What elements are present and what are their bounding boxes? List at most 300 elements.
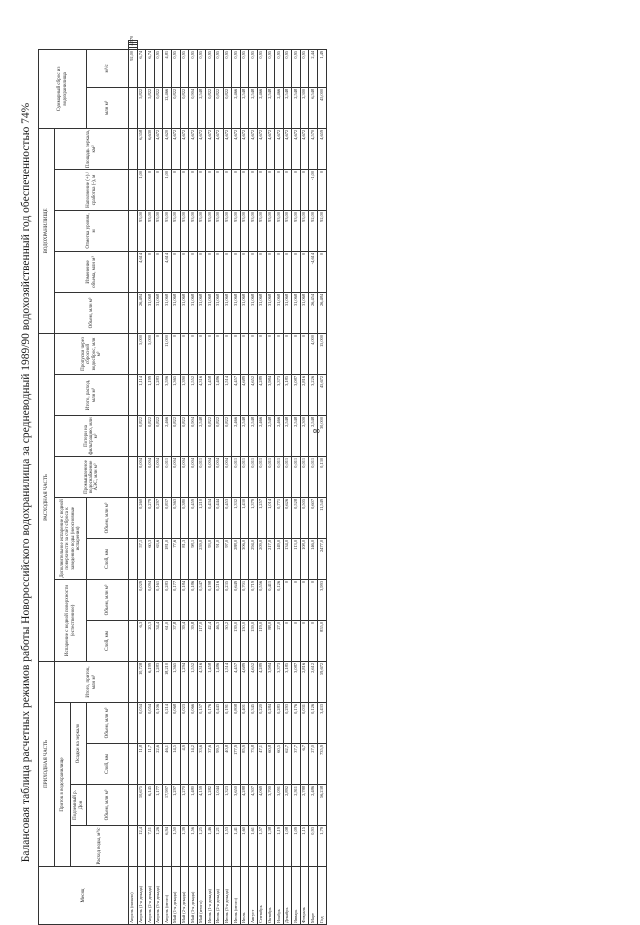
table-cell: 1,283 bbox=[154, 661, 163, 702]
table-cell: 40,8 bbox=[223, 744, 232, 785]
table-cell: 31,068 bbox=[223, 292, 232, 333]
table-cell: 4,457 bbox=[232, 661, 241, 702]
table-cell bbox=[129, 333, 138, 374]
table-cell: 0,284 bbox=[266, 703, 275, 744]
table-cell: 0 bbox=[206, 251, 215, 292]
table-cell: 4,9 bbox=[180, 744, 189, 785]
table-cell: 1,430 bbox=[240, 497, 249, 538]
table-cell: 63,6 bbox=[154, 538, 163, 579]
table-cell: 6,7 bbox=[300, 744, 309, 785]
col-volume-change: Изменение объема, млн м³ bbox=[55, 251, 129, 292]
table-cell: 93,00 bbox=[163, 210, 172, 251]
table-cell: 0 bbox=[154, 251, 163, 292]
table-cell: 5,822 bbox=[146, 87, 155, 128]
table-cell: 4,672 bbox=[214, 128, 223, 169]
table-cell: 3,984 bbox=[266, 374, 275, 415]
table-cell: 4,288 bbox=[240, 785, 249, 826]
table-cell: 0,771 bbox=[275, 497, 284, 538]
table-cell: 1,365 bbox=[171, 661, 180, 702]
table-cell: 1,486 bbox=[214, 661, 223, 702]
table-cell: 0 bbox=[292, 579, 301, 620]
table-cell: 60,8 bbox=[266, 744, 275, 785]
table-cell: 0 bbox=[171, 251, 180, 292]
table-cell: 0,011 bbox=[163, 456, 172, 497]
table-cell: 56,238 bbox=[318, 785, 327, 826]
table-cell: 0 bbox=[154, 169, 163, 210]
table-cell: 2,548 bbox=[266, 87, 275, 128]
col-reservoir-volume: Объем, млн м³ bbox=[55, 292, 129, 333]
table-cell: 12,466 bbox=[163, 87, 172, 128]
table-cell: 3,700 bbox=[266, 785, 275, 826]
table-cell: 31,068 bbox=[266, 292, 275, 333]
table-cell: 6,74 bbox=[137, 49, 146, 87]
row-month: Апрель (1-я декада) bbox=[137, 867, 146, 925]
table-cell: 3,993 bbox=[318, 579, 327, 620]
table-cell: 306,0 bbox=[240, 538, 249, 579]
table-cell: 0 bbox=[300, 251, 309, 292]
document-title: Балансовая таблица расчетных режимов работы Новороссийского водохранилища за средневодный 1989/90 водохозяйственный год обеспеченностью 74% bbox=[20, 102, 32, 863]
table-cell: 31,068 bbox=[197, 292, 206, 333]
table-cell: 4,672 bbox=[223, 128, 232, 169]
table-cell: 0,283 bbox=[163, 579, 172, 620]
table-cell: 4,672 bbox=[300, 128, 309, 169]
table-cell: 0,214 bbox=[163, 703, 172, 744]
table-row bbox=[214, 41, 223, 925]
table-cell: 1,514 bbox=[223, 374, 232, 415]
table-cell: 92,00 bbox=[129, 49, 138, 87]
table-cell: 0,95 bbox=[154, 49, 163, 87]
table-cell: 0 bbox=[214, 169, 223, 210]
table-cell: 73,8 bbox=[249, 744, 258, 785]
table-cell: 3,185 bbox=[283, 661, 292, 702]
table-cell: 4,672 bbox=[275, 128, 284, 169]
table-cell: 108,0 bbox=[300, 538, 309, 579]
table-cell: 0,191 bbox=[223, 703, 232, 744]
table-cell: 2,466 bbox=[232, 87, 241, 128]
table-row bbox=[232, 41, 241, 925]
table-cell: 0 bbox=[257, 169, 266, 210]
table-cell bbox=[129, 826, 138, 867]
table-cell: 0,216 bbox=[214, 579, 223, 620]
table-cell: 60,5 bbox=[275, 744, 284, 785]
table-cell: 5,000 bbox=[146, 333, 155, 374]
table-cell: 0,556 bbox=[257, 579, 266, 620]
table-cell: 0,904 bbox=[189, 87, 198, 128]
row-month: Март bbox=[309, 867, 318, 925]
table-cell bbox=[129, 497, 138, 538]
table-cell: 3,373 bbox=[275, 374, 284, 415]
table-cell: 4,672 bbox=[197, 128, 206, 169]
table-cell: 0,161 bbox=[154, 579, 163, 620]
table-cell bbox=[129, 415, 138, 456]
table-cell: 2,548 bbox=[249, 87, 258, 128]
table-cell: 2,892 bbox=[283, 785, 292, 826]
table-cell: 0 bbox=[266, 251, 275, 292]
table-cell: 855,0 bbox=[318, 620, 327, 661]
table-cell: 1,25 bbox=[197, 826, 206, 867]
table-cell: 59,672 bbox=[318, 661, 327, 702]
table-cell: 0,011 bbox=[300, 456, 309, 497]
table-cell: 1,09 bbox=[292, 826, 301, 867]
table-cell: 0,822 bbox=[180, 87, 189, 128]
table-cell: 0,444 bbox=[214, 497, 223, 538]
table-cell: 0,443 bbox=[214, 703, 223, 744]
table-cell: 149,0 bbox=[275, 538, 284, 579]
table-cell: 177,9 bbox=[232, 744, 241, 785]
table-cell: 0,184 bbox=[180, 579, 189, 620]
table-cell: 1,26 bbox=[154, 826, 163, 867]
table-cell: 2,548 bbox=[240, 87, 249, 128]
table-cell: 31,068 bbox=[146, 292, 155, 333]
table-cell bbox=[129, 703, 138, 744]
col-precip-layer: Слой, мм bbox=[87, 744, 129, 785]
table-cell: 0,822 bbox=[146, 415, 155, 456]
table-cell: 93,00 bbox=[266, 210, 275, 251]
table-cell: 1,61 bbox=[249, 826, 258, 867]
table-cell: 0 bbox=[292, 333, 301, 374]
table-cell: 46,1 bbox=[163, 744, 172, 785]
table-cell bbox=[129, 538, 138, 579]
table-cell bbox=[129, 251, 138, 292]
table-cell bbox=[129, 456, 138, 497]
table-row bbox=[257, 41, 266, 925]
table-cell: 0,95 bbox=[232, 49, 241, 87]
table-cell: 2,548 bbox=[309, 415, 318, 456]
table-cell: 0 bbox=[232, 333, 241, 374]
table-cell: 97,0 bbox=[223, 538, 232, 579]
table-row bbox=[137, 41, 146, 925]
table-cell: 3,087 bbox=[292, 661, 301, 702]
table-cell: 0,011 bbox=[309, 456, 318, 497]
table-cell: 0,95 bbox=[300, 49, 309, 87]
table-cell: 0,106 bbox=[154, 703, 163, 744]
table-cell: 0 bbox=[223, 333, 232, 374]
table-cell: 1,294 bbox=[180, 661, 189, 702]
table-cell: 1,50 bbox=[171, 826, 180, 867]
table-row bbox=[309, 41, 318, 925]
table-cell: 0 bbox=[292, 169, 301, 210]
table-cell: 6,94 bbox=[163, 826, 172, 867]
table-cell: 45,672 bbox=[318, 374, 327, 415]
table-cell: 0,822 bbox=[154, 87, 163, 128]
table-cell: 17,997 bbox=[163, 785, 172, 826]
table-cell: 4,672 bbox=[232, 128, 241, 169]
table-cell: 93,00 bbox=[171, 210, 180, 251]
table-cell: 4,672 bbox=[206, 128, 215, 169]
table-cell: 0 bbox=[240, 333, 249, 374]
table-cell: 37,8 bbox=[171, 620, 180, 661]
table-cell: 45,000 bbox=[318, 87, 327, 128]
row-month: Октябрь bbox=[266, 867, 275, 925]
table-cell: 0,95 bbox=[197, 49, 206, 87]
table-cell: 0,345 bbox=[249, 703, 258, 744]
table-cell: 1,21 bbox=[214, 826, 223, 867]
table-cell: 1,486 bbox=[214, 374, 223, 415]
balance-table bbox=[38, 35, 327, 925]
row-month: Январь bbox=[292, 867, 301, 925]
table-cell: 31,068 bbox=[275, 292, 284, 333]
table-cell: 0,607 bbox=[309, 497, 318, 538]
table-cell: -1,00 bbox=[309, 169, 318, 210]
table-cell: 93,00 bbox=[232, 210, 241, 251]
table-cell: 0 bbox=[283, 251, 292, 292]
table-cell: 0 bbox=[197, 251, 206, 292]
table-cell: 93,00 bbox=[249, 210, 258, 251]
table-cell: 0,157 bbox=[197, 703, 206, 744]
table-cell: 1,552 bbox=[189, 374, 198, 415]
col-precip-volume: Объем, млн м³ bbox=[87, 703, 129, 744]
group-expense: РАСХОДНАЯ ЧАСТЬ bbox=[39, 333, 55, 661]
table-cell: 31,068 bbox=[249, 292, 258, 333]
table-cell: 31,068 bbox=[189, 292, 198, 333]
table-cell: 0,011 bbox=[197, 456, 206, 497]
table-cell: 1,480 bbox=[189, 785, 198, 826]
table-cell: 0,411 bbox=[266, 579, 275, 620]
table-cell: 1,38 bbox=[266, 826, 275, 867]
table-cell: 6,358 bbox=[137, 128, 146, 169]
table-cell: 0,198 bbox=[206, 579, 215, 620]
table-cell: 47,1 bbox=[257, 744, 266, 785]
table-cell: 1,282 bbox=[206, 785, 215, 826]
table-cell: 31,068 bbox=[240, 292, 249, 333]
table-cell: 0 bbox=[275, 169, 284, 210]
table-cell: 4,672 bbox=[283, 128, 292, 169]
row-month: Май (2-я декада) bbox=[180, 867, 189, 925]
table-cell: 6,199 bbox=[146, 661, 155, 702]
table-cell: 0 bbox=[214, 251, 223, 292]
col-sum-rate: м³/с bbox=[87, 49, 129, 87]
table-cell: 0,95 bbox=[292, 49, 301, 87]
table-cell: 1,19 bbox=[275, 826, 284, 867]
table-cell: 119,0 bbox=[257, 620, 266, 661]
table-cell: 0 bbox=[180, 333, 189, 374]
row-month: Июль bbox=[240, 867, 249, 925]
table-cell: 3,984 bbox=[266, 661, 275, 702]
table-cell: 117,0 bbox=[197, 620, 206, 661]
row-month: Июнь (2-я декада) bbox=[214, 867, 223, 925]
table-cell: 0,279 bbox=[146, 497, 155, 538]
table-cell: 0,176 bbox=[292, 703, 301, 744]
table-row bbox=[180, 41, 189, 925]
table-cell: 0 bbox=[275, 251, 284, 292]
table-row bbox=[163, 41, 172, 925]
table-cell: 0 bbox=[249, 169, 258, 210]
table-cell: 0,235 bbox=[223, 579, 232, 620]
table-cell: 0,004 bbox=[146, 456, 155, 497]
table-cell: 6,630 bbox=[146, 128, 155, 169]
table-cell: 0 bbox=[292, 251, 301, 292]
table-cell: 0,822 bbox=[214, 87, 223, 128]
table-cell: 42,4 bbox=[206, 620, 215, 661]
table-cell: 2,466 bbox=[163, 415, 172, 456]
table-cell: 22,6 bbox=[154, 744, 163, 785]
row-month: Июнь (3-я декада) bbox=[223, 867, 232, 925]
table-cell: 2,548 bbox=[197, 415, 206, 456]
table-cell: 0 bbox=[257, 251, 266, 292]
table-cell: 0,822 bbox=[214, 415, 223, 456]
table-cell: 0 bbox=[283, 333, 292, 374]
table-cell: 4,620 bbox=[163, 128, 172, 169]
table-cell: 1,177 bbox=[154, 785, 163, 826]
table-cell: 4,457 bbox=[232, 374, 241, 415]
table-cell: 3,433 bbox=[318, 703, 327, 744]
table-cell bbox=[129, 579, 138, 620]
table-cell: 4,614 bbox=[163, 251, 172, 292]
table-cell: 2,466 bbox=[257, 87, 266, 128]
table-cell: 31,068 bbox=[257, 292, 266, 333]
table-cell: 0 bbox=[300, 579, 309, 620]
table-cell: 0 bbox=[300, 333, 309, 374]
table-cell: 0,176 bbox=[206, 703, 215, 744]
table-cell: 31,068 bbox=[214, 292, 223, 333]
table-cell: 0 bbox=[171, 169, 180, 210]
table-cell: 0 bbox=[223, 169, 232, 210]
table-row bbox=[189, 41, 198, 925]
col-level-change: Наполнение (+) / сработка (-), м bbox=[55, 169, 129, 210]
table-cell: 1,044 bbox=[214, 785, 223, 826]
table-cell: 3,373 bbox=[275, 661, 284, 702]
table-cell: 0 bbox=[283, 169, 292, 210]
table-cell: 0 bbox=[266, 169, 275, 210]
table-row bbox=[154, 41, 163, 925]
table-cell: 113,0 bbox=[292, 538, 301, 579]
table-cell: 1,114 bbox=[137, 374, 146, 415]
table-cell bbox=[129, 661, 138, 702]
table-cell: 0 bbox=[283, 579, 292, 620]
table-cell: 2,300 bbox=[300, 87, 309, 128]
table-cell: 0 bbox=[257, 333, 266, 374]
row-month: Декабрь bbox=[283, 867, 292, 925]
table-cell: 11,000 bbox=[163, 333, 172, 374]
table-cell: 0,054 bbox=[146, 703, 155, 744]
table-cell: 10,728 bbox=[137, 661, 146, 702]
table-cell: 31,068 bbox=[163, 292, 172, 333]
table-cell: 2,548 bbox=[240, 415, 249, 456]
table-cell: 4,614 bbox=[137, 251, 146, 292]
table-cell: 0 bbox=[240, 169, 249, 210]
table-cell: 2,548 bbox=[283, 87, 292, 128]
table-cell: 6,145 bbox=[146, 785, 155, 826]
table-cell: 0,95 bbox=[214, 49, 223, 87]
table-cell: 1,60 bbox=[240, 826, 249, 867]
col-extra-evap-layer: Слой, мм bbox=[87, 538, 129, 579]
col-month: Месяц bbox=[39, 867, 129, 925]
table-cell: 31,068 bbox=[300, 292, 309, 333]
table-cell: 2,466 bbox=[257, 415, 266, 456]
table-cell: 0,401 bbox=[240, 703, 249, 744]
col-filtration: Потери на фильтрацию, млн м³ bbox=[55, 415, 129, 456]
table-cell: 0 bbox=[197, 333, 206, 374]
col-total-expense: Итого, расход, млн м³ bbox=[55, 374, 129, 415]
table-cell: 0,95 bbox=[189, 49, 198, 87]
table-cell: -4,614 bbox=[309, 251, 318, 292]
table-cell: 0 bbox=[197, 169, 206, 210]
table-cell: 1,53 bbox=[223, 826, 232, 867]
table-cell: 4,316 bbox=[197, 374, 206, 415]
table-cell: 2,548 bbox=[292, 87, 301, 128]
table-cell: 31,068 bbox=[232, 292, 241, 333]
table-cell: 0,011 bbox=[283, 456, 292, 497]
table-cell: 93,00 bbox=[275, 210, 284, 251]
table-cell: 93,00 bbox=[189, 210, 198, 251]
table-cell: 92,00 bbox=[309, 210, 318, 251]
table-cell: 0,95 bbox=[283, 49, 292, 87]
table-cell: 92,00 bbox=[318, 210, 327, 251]
table-cell: 26,484 bbox=[137, 292, 146, 333]
table-cell: 0 bbox=[283, 620, 292, 661]
table-cell: 4,672 bbox=[292, 128, 301, 169]
table-cell: 4,069 bbox=[257, 785, 266, 826]
table-cell: 0,453 bbox=[223, 497, 232, 538]
table-cell: 0,011 bbox=[275, 456, 284, 497]
table-cell: 2,548 bbox=[197, 87, 206, 128]
table-cell: 0,066 bbox=[189, 703, 198, 744]
table-cell: 4,316 bbox=[197, 661, 206, 702]
table-cell: 30,000 bbox=[318, 415, 327, 456]
sub-precipitation: Осадки на зеркало bbox=[71, 703, 87, 785]
table-cell: 31,068 bbox=[180, 292, 189, 333]
table-cell: 4,659 bbox=[318, 128, 327, 169]
table-cell bbox=[129, 210, 138, 251]
table-row bbox=[318, 41, 327, 925]
table-cell: 2,44 bbox=[309, 49, 318, 87]
table-cell: 93,00 bbox=[214, 210, 223, 251]
table-cell: 93,00 bbox=[300, 210, 309, 251]
table-cell: 0,293 bbox=[283, 703, 292, 744]
table-cell: 1,323 bbox=[223, 785, 232, 826]
table-cell: 0,004 bbox=[223, 456, 232, 497]
table-cell: 93,00 bbox=[154, 210, 163, 251]
table-cell bbox=[129, 374, 138, 415]
table-cell: 1,41 bbox=[232, 826, 241, 867]
table-cell: 5,000 bbox=[137, 333, 146, 374]
table-cell: 0,95 bbox=[266, 49, 275, 87]
table-cell: 1,56 bbox=[189, 826, 198, 867]
table-cell: 1,270 bbox=[180, 785, 189, 826]
table-cell: 0,186 bbox=[189, 579, 198, 620]
table-cell: 0 bbox=[146, 251, 155, 292]
table-cell bbox=[129, 292, 138, 333]
table-cell: 1,283 bbox=[154, 374, 163, 415]
table-cell: 93,00 bbox=[292, 210, 301, 251]
table-cell: 33,6 bbox=[197, 744, 206, 785]
table-cell: 4,570 bbox=[129, 45, 138, 47]
table-cell: 6,74 bbox=[146, 49, 155, 87]
table-cell: 0,822 bbox=[180, 415, 189, 456]
group-discharge-total: Суммарный сброс из водохранилища bbox=[39, 49, 87, 128]
table-cell: 0 bbox=[206, 169, 215, 210]
table-cell: 0,808 bbox=[232, 703, 241, 744]
col-inflow-volume: Объем, млн м³ bbox=[87, 785, 129, 826]
table-cell: 4,672 bbox=[240, 128, 249, 169]
table-cell: 0,505 bbox=[300, 497, 309, 538]
table-cell: 0,626 bbox=[283, 497, 292, 538]
table-row bbox=[206, 41, 215, 925]
row-month: Апрель (начало) bbox=[129, 867, 138, 925]
table-row bbox=[266, 41, 275, 925]
table-cell: 20,3 bbox=[146, 620, 155, 661]
table-cell: 1,014 bbox=[266, 497, 275, 538]
table-cell: 1,210 bbox=[197, 497, 206, 538]
table-cell: 288,0 bbox=[232, 538, 241, 579]
table-cell: 31,068 bbox=[292, 292, 301, 333]
table-cell: 1,458 bbox=[206, 661, 215, 702]
table-cell: 0 bbox=[275, 333, 284, 374]
table-cell: 0,95 bbox=[171, 49, 180, 87]
table-cell: 1,57 bbox=[257, 826, 266, 867]
table-cell: 2,548 bbox=[292, 415, 301, 456]
table-cell: 27,0 bbox=[275, 620, 284, 661]
